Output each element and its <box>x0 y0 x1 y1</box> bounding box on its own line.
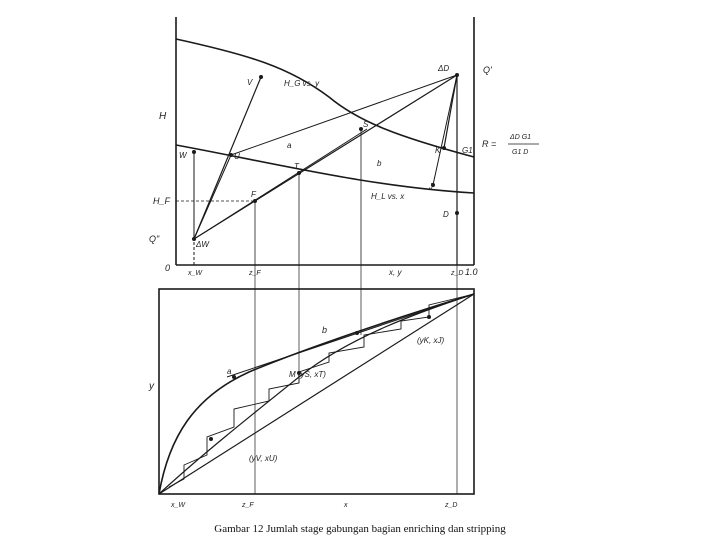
figure-svg <box>139 17 570 516</box>
label-w-xy: (yV, xU) <box>249 454 278 463</box>
zf-tick-label: z_F <box>249 270 261 277</box>
enthalpy-diagram <box>149 17 539 277</box>
right-end-label: 1.0 <box>465 267 478 277</box>
point-f <box>253 199 257 203</box>
label-b-xy: b <box>322 325 328 335</box>
origin-label: 0 <box>165 263 171 273</box>
point-delta-d <box>455 73 459 77</box>
h-axis-label: H <box>159 111 167 122</box>
point-k <box>442 146 446 150</box>
q-double-prime-label: Q" <box>149 234 160 244</box>
point-d <box>455 211 459 215</box>
hf-label: H_F <box>153 196 171 206</box>
label-a-xy: a <box>227 367 232 376</box>
xw-tick-bottom: x_W <box>171 502 185 509</box>
label-k-xy: (yK, xJ) <box>417 336 445 345</box>
label-j: J <box>429 182 433 191</box>
figure-caption: Gambar 12 Jumlah stage gabungan bagian enriching dan stripping <box>214 523 506 535</box>
point-b-xy <box>355 331 359 335</box>
xw-tick-label: x_W <box>188 270 202 277</box>
label-b-top: b <box>377 159 382 168</box>
line-dw-u <box>194 155 231 239</box>
point-w-xy <box>209 437 213 441</box>
hg-curve <box>176 39 474 157</box>
label-v: V <box>247 78 253 87</box>
x-tick-bottom: x <box>344 502 348 509</box>
label-g1: G1 <box>462 146 473 155</box>
q-prime-label: Q' <box>483 65 492 75</box>
point-u <box>229 153 233 157</box>
point-a-xy <box>232 375 236 379</box>
label-a-top: a <box>287 141 292 150</box>
line-dd-j <box>433 75 457 185</box>
label-d: D <box>443 210 449 219</box>
y-axis-label: y <box>149 381 154 392</box>
label-f: F <box>251 190 256 199</box>
reflux-numerator: ΔD G1 <box>510 134 532 141</box>
zf-tick-bottom: z_F <box>242 502 254 509</box>
label-k: K <box>435 146 441 155</box>
hg-curve-label: H_G vs. y <box>284 79 320 88</box>
scanned-figure <box>139 17 570 516</box>
label-t: T <box>294 162 299 171</box>
reflux-label: R = <box>482 139 497 149</box>
diagonal-line <box>159 294 474 494</box>
label-w: W <box>179 151 187 160</box>
line-dw-v <box>194 77 261 239</box>
point-k-xy <box>427 315 431 319</box>
point-w <box>192 150 196 154</box>
reflux-denominator: G1 D <box>512 149 529 156</box>
zd-tick-bottom: z_D <box>445 502 458 509</box>
xy-frame <box>159 289 474 494</box>
point-t <box>297 171 301 175</box>
zd-tick-label: z_D <box>451 270 464 277</box>
label-delta-d: ΔD <box>438 64 450 73</box>
label-delta-w: ΔW <box>196 240 209 249</box>
xy-diagram <box>148 265 474 509</box>
point-v <box>259 75 263 79</box>
label-u: U <box>234 152 240 161</box>
line-dw-s <box>194 129 367 239</box>
hl-curve-label: H_L vs. x <box>371 192 405 201</box>
label-s: S <box>363 120 369 129</box>
x-axis-label: x, y <box>389 268 402 277</box>
label-m-xy: M (yS, xT) <box>289 370 326 379</box>
